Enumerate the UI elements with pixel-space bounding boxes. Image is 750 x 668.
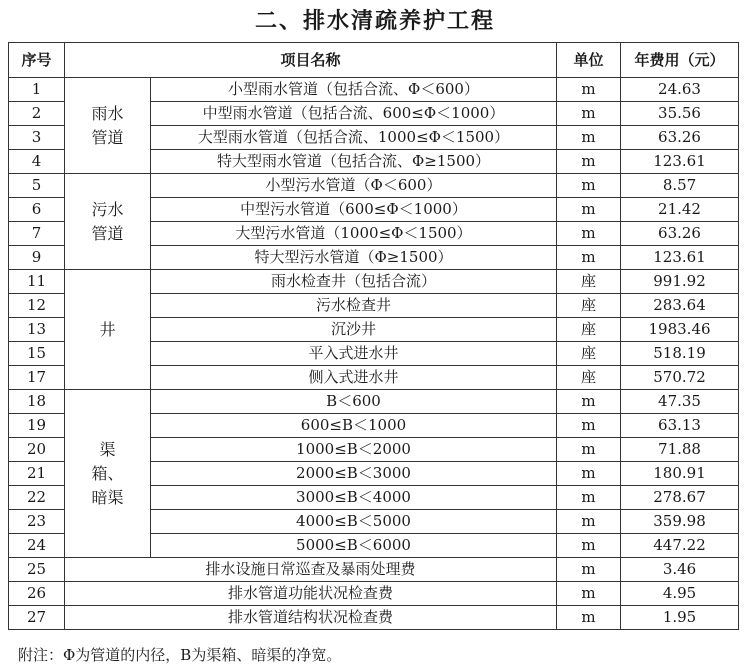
row-unit: m [557,150,621,174]
row-unit: 座 [557,366,621,390]
row-item: 大型雨水管道（包括合流、1000≤Φ＜1500） [151,126,557,150]
row-no: 12 [9,294,65,318]
header-item: 项目名称 [65,43,557,78]
table-header-row [9,43,739,78]
row-no: 11 [9,270,65,294]
row-fee: 447.22 [621,534,739,558]
row-fee: 123.61 [621,246,739,270]
row-item: 小型污水管道（Φ＜600） [151,174,557,198]
row-fee: 4.95 [621,582,739,606]
row-unit: m [557,606,621,630]
row-item: 3000≤B＜4000 [151,486,557,510]
row-no: 24 [9,534,65,558]
row-item: 排水设施日常巡查及暴雨处理费 [65,558,557,582]
category-label: 井 [99,319,116,339]
row-no: 26 [9,582,65,606]
row-fee: 180.91 [621,462,739,486]
row-fee: 71.88 [621,438,739,462]
table-row [9,606,739,630]
row-unit: 座 [557,294,621,318]
fee-table [8,42,739,630]
row-fee: 278.67 [621,486,739,510]
row-item: 2000≤B＜3000 [151,462,557,486]
footnote: 附注：Φ为管道的内径，B为渠箱、暗渠的净宽。 [18,646,342,664]
row-no: 23 [9,510,65,534]
row-no: 4 [9,150,65,174]
row-item: 5000≤B＜6000 [151,534,557,558]
row-fee: 1.95 [621,606,739,630]
header-no: 序号 [9,43,65,78]
row-fee: 63.26 [621,126,739,150]
row-fee: 991.92 [621,270,739,294]
row-fee: 570.72 [621,366,739,390]
category-label: 渠箱、暗渠 [91,439,124,507]
row-no: 18 [9,390,65,414]
row-fee: 35.56 [621,102,739,126]
row-unit: m [557,102,621,126]
row-fee: 8.57 [621,174,739,198]
row-no: 25 [9,558,65,582]
row-item: 600≤B＜1000 [151,414,557,438]
row-unit: m [557,174,621,198]
table-row [9,390,739,414]
row-fee: 24.63 [621,78,739,102]
row-item: 中型污水管道（600≤Φ＜1000） [151,198,557,222]
row-unit: m [557,558,621,582]
row-unit: m [557,198,621,222]
row-no: 7 [9,222,65,246]
row-fee: 359.98 [621,510,739,534]
row-unit: m [557,534,621,558]
row-item: 1000≤B＜2000 [151,438,557,462]
table-row [9,270,739,294]
row-unit: m [557,486,621,510]
row-fee: 518.19 [621,342,739,366]
row-fee: 1983.46 [621,318,739,342]
row-unit: 座 [557,270,621,294]
category-cell [65,390,151,558]
row-no: 17 [9,366,65,390]
row-item: 小型雨水管道（包括合流、Φ＜600） [151,78,557,102]
row-no: 21 [9,462,65,486]
row-unit: m [557,414,621,438]
table-row [9,558,739,582]
row-unit: m [557,438,621,462]
row-unit: m [557,222,621,246]
row-no: 6 [9,198,65,222]
category-cell [65,78,151,174]
row-no: 1 [9,78,65,102]
row-fee: 123.61 [621,150,739,174]
row-unit: m [557,78,621,102]
row-item: 4000≤B＜5000 [151,510,557,534]
row-unit: 座 [557,342,621,366]
category-cell [65,270,151,390]
row-item: 平入式进水井 [151,342,557,366]
header-unit: 单位 [557,43,621,78]
row-item: 侧入式进水井 [151,366,557,390]
category-label: 雨水管道 [91,103,124,147]
row-item: 排水管道功能状况检查费 [65,582,557,606]
table-row [9,582,739,606]
row-item: 特大型污水管道（Φ≥1500） [151,246,557,270]
row-fee: 3.46 [621,558,739,582]
row-item: 污水检查井 [151,294,557,318]
row-unit: 座 [557,318,621,342]
table-body [9,78,739,630]
table-row [9,78,739,102]
row-unit: m [557,390,621,414]
row-fee: 63.26 [621,222,739,246]
row-unit: m [557,126,621,150]
row-no: 27 [9,606,65,630]
row-no: 3 [9,126,65,150]
row-item: 大型污水管道（1000≤Φ＜1500） [151,222,557,246]
row-item: 雨水检查井（包括合流） [151,270,557,294]
row-fee: 283.64 [621,294,739,318]
row-no: 15 [9,342,65,366]
row-fee: 47.35 [621,390,739,414]
row-no: 19 [9,414,65,438]
category-cell [65,174,151,270]
table-row [9,174,739,198]
row-unit: m [557,462,621,486]
row-fee: 63.13 [621,414,739,438]
row-item: 中型雨水管道（包括合流、600≤Φ＜1000） [151,102,557,126]
row-unit: m [557,510,621,534]
row-item: 特大型雨水管道（包括合流、Φ≥1500） [151,150,557,174]
row-item: 沉沙井 [151,318,557,342]
row-no: 9 [9,246,65,270]
row-no: 2 [9,102,65,126]
row-unit: m [557,246,621,270]
row-unit: m [557,582,621,606]
page-title: 二、排水清疏养护工程 [254,9,495,34]
row-fee: 21.42 [621,198,739,222]
row-item: 排水管道结构状况检查费 [65,606,557,630]
row-no: 5 [9,174,65,198]
category-label: 污水管道 [91,199,124,243]
row-no: 13 [9,318,65,342]
row-no: 22 [9,486,65,510]
header-fee: 年费用（元） [621,43,739,78]
row-item: B＜600 [151,390,557,414]
row-no: 20 [9,438,65,462]
